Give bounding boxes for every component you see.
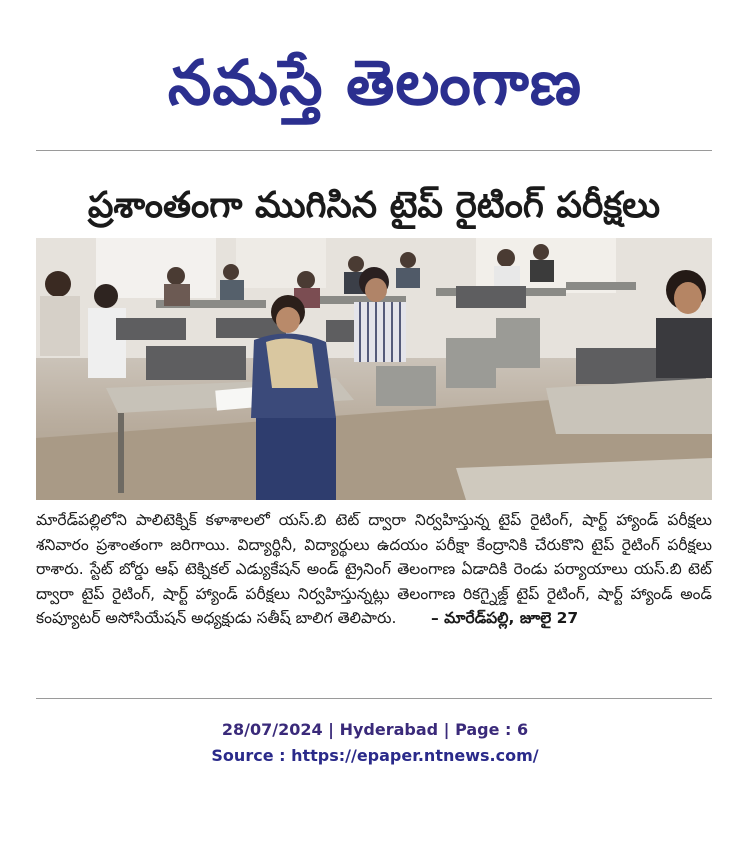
article-dateline: – మారేడ్‌పల్లి, జూలై 27 bbox=[430, 609, 579, 627]
article-photo bbox=[36, 238, 712, 500]
publication-info: 28/07/2024 | Hyderabad | Page : 6 bbox=[221, 720, 529, 739]
footer-divider bbox=[36, 698, 712, 699]
masthead-divider bbox=[36, 150, 712, 151]
article-body bbox=[36, 508, 712, 631]
article-text: మారేడ్‌పల్లిలోని పాలిటెక్నిక్ కళాశాలలో యస్.బి టెట్ ద్వారా నిర్వహిస్తున్న టైప్ రైటింగ్, షార్ట్ హ్యాండ్ పరీక్షలు శనివారం ప్రశాంతంగా జరిగాయి. విద్యార్థినీ, విద్యార్థులు ఉదయం పరీక్షా కేంద్రానికి చేరుకొని టైప్ రైటింగ్ పరీక్షలు రాశారు. స్టేట్ బోర్డు ఆఫ్ టెక్నికల్ ఎడ్యుకేషన్ అండ్ ట్రైనింగ్ తెలంగాణ ఏడాదికి రెండు పర్యాయాలు యస్.బి టెట్ ద్వారా టైప్ రైటింగ్, షార్ట్ హ్యాండ్ పరీక్షలు నిర్వహిస్తున్నట్లు తెలంగాణ రికగ్నైజ్డ్ టైప్ రైటింగ్, షార్ట్ హ్యాండ్ అండ్ కంప్యూటర్ అసోసియేషన్ అధ్యక్షుడు సతీష్ బాలిగ తెలిపారు. bbox=[36, 511, 712, 627]
source-link[interactable]: Source : https://epaper.ntnews.com/ bbox=[211, 746, 539, 765]
article-headline: ప్రశాంతంగా ముగిసిన టైప్ రైటింగ్ పరీక్షలు bbox=[87, 185, 661, 226]
newspaper-masthead: నమస్తే తెలంగాణ bbox=[167, 46, 583, 119]
